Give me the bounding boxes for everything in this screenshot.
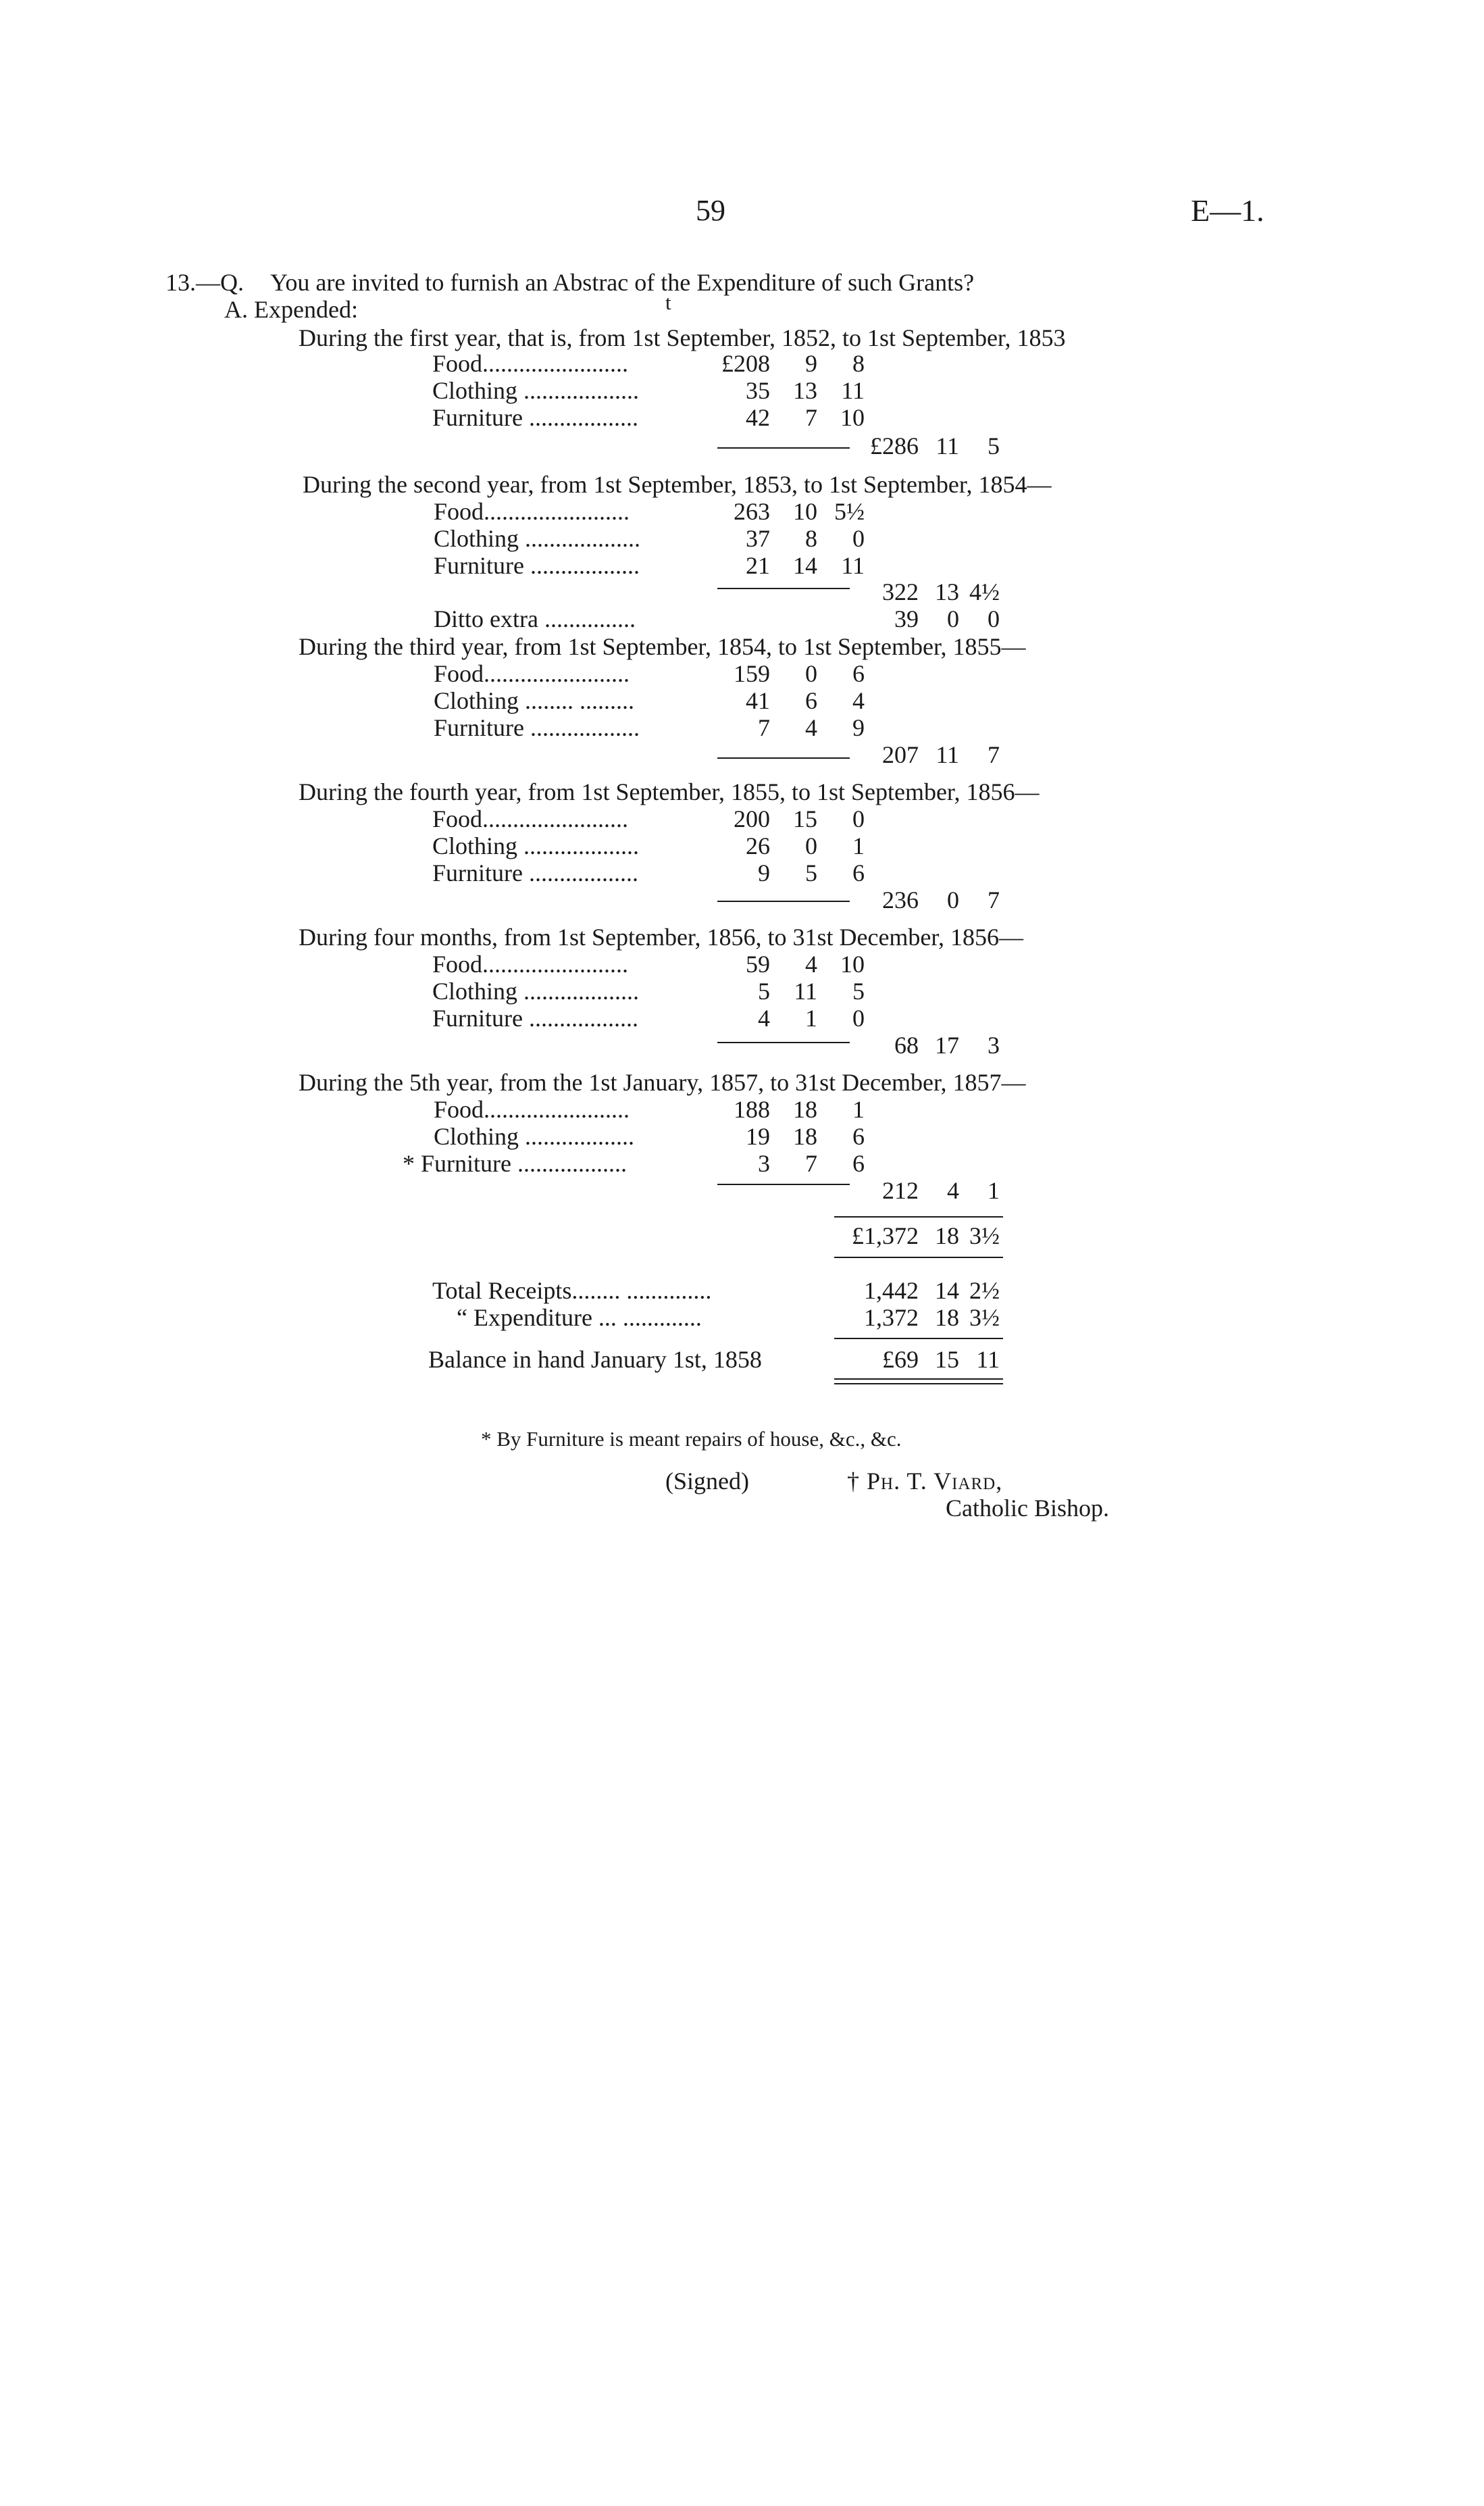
item-label: * Furniture .................. xyxy=(403,1150,627,1177)
item-shillings: 14 xyxy=(793,552,817,579)
item-pence: 6 xyxy=(852,1123,865,1150)
period-total-pounds: 322 xyxy=(882,578,919,605)
answer-label: A. Expended: xyxy=(224,296,358,323)
item-pence: 8 xyxy=(852,350,865,377)
item-label: Clothing ................... xyxy=(432,832,640,859)
item-shillings: 7 xyxy=(805,404,817,431)
balance-pence: 11 xyxy=(976,1346,1000,1373)
question-text: You are invited to furnish an Abstrac of the Expenditure of such Grants? xyxy=(270,269,975,296)
total-receipts-pounds: 1,442 xyxy=(864,1277,919,1304)
item-label: Furniture .................. xyxy=(432,1005,638,1032)
item-pounds: 19 xyxy=(746,1123,770,1150)
period-heading: During four months, from 1st September, 1856, to 31st December, 1856— xyxy=(299,924,1023,951)
total-receipts-label: Total Receipts........ .............. xyxy=(432,1277,712,1304)
item-pence: 6 xyxy=(852,1150,865,1177)
period-heading: During the second year, from 1st September, 1853, to 1st September, 1854— xyxy=(303,471,1052,498)
footnote: * By Furniture is meant repairs of house, &c., &c. xyxy=(481,1427,902,1451)
item-pounds: 41 xyxy=(746,687,770,714)
item-label: Food........................ xyxy=(434,660,630,687)
item-label: Furniture .................. xyxy=(432,404,638,431)
item-shillings: 9 xyxy=(805,350,817,377)
item-shillings: 7 xyxy=(805,1150,817,1177)
item-shillings: 0 xyxy=(805,660,817,687)
item-shillings: 1 xyxy=(805,1005,817,1032)
item-pence: 0 xyxy=(852,805,865,832)
subtotal-rule xyxy=(717,588,850,589)
item-pounds: £208 xyxy=(721,350,770,377)
item-pounds: 9 xyxy=(758,859,770,886)
item-shillings: 13 xyxy=(793,377,817,404)
period-total-shillings: 11 xyxy=(936,741,959,768)
item-pounds: 59 xyxy=(746,951,770,978)
balance-rule-top xyxy=(834,1338,1003,1339)
item-shillings: 0 xyxy=(805,832,817,859)
total-expenditure-pence: 3½ xyxy=(969,1304,1000,1331)
period-total-pounds: 212 xyxy=(882,1177,919,1204)
period-total-shillings: 0 xyxy=(947,886,959,913)
item-label: Furniture .................. xyxy=(432,859,638,886)
item-shillings: 8 xyxy=(805,525,817,552)
period-heading: During the third year, from 1st September, 1854, to 1st September, 1855— xyxy=(299,633,1026,660)
item-pounds: 35 xyxy=(746,377,770,404)
item-label: Food........................ xyxy=(432,951,629,978)
signed-label: (Signed) xyxy=(665,1468,749,1495)
period-total-pounds: £286 xyxy=(870,432,919,459)
balance-shillings: 15 xyxy=(935,1346,959,1373)
document-reference: E—1. xyxy=(1191,193,1264,228)
item-pence: 6 xyxy=(852,859,865,886)
item-label: Clothing ........ ......... xyxy=(434,687,635,714)
total-expenditure-label: “ Expenditure ... ............. xyxy=(457,1304,702,1331)
item-shillings: 5 xyxy=(805,859,817,886)
item-label: Food........................ xyxy=(434,1096,630,1123)
period-total-shillings: 4 xyxy=(947,1177,959,1204)
period-total-pence: 7 xyxy=(988,886,1000,913)
item-label: Food........................ xyxy=(432,350,629,377)
item-label: Furniture .................. xyxy=(434,552,640,579)
period-total-shillings: 11 xyxy=(936,432,959,459)
extra-label: Ditto extra ............... xyxy=(434,605,636,632)
period-heading: During the 5th year, from the 1st January, 1857, to 31st December, 1857— xyxy=(299,1069,1026,1096)
item-shillings: 6 xyxy=(805,687,817,714)
grand-total-shillings: 18 xyxy=(935,1222,959,1249)
total-receipts-pence: 2½ xyxy=(969,1277,1000,1304)
item-pence: 4 xyxy=(852,687,865,714)
item-shillings: 18 xyxy=(793,1096,817,1123)
period-total-pence: 7 xyxy=(988,741,1000,768)
period-heading: During the first year, that is, from 1st September, 1852, to 1st September, 1853 xyxy=(299,324,1066,351)
grand-total-pounds: £1,372 xyxy=(852,1222,919,1249)
item-pounds: 42 xyxy=(746,404,770,431)
balance-rule-bottom xyxy=(834,1378,1003,1380)
total-receipts-shillings: 14 xyxy=(935,1277,959,1304)
item-pounds: 263 xyxy=(734,498,770,525)
item-shillings: 10 xyxy=(793,498,817,525)
item-pence: 10 xyxy=(840,404,865,431)
signatory-title: Catholic Bishop. xyxy=(946,1495,1109,1522)
extra-shillings: 0 xyxy=(947,605,959,632)
extra-pounds: 39 xyxy=(894,605,919,632)
item-shillings: 4 xyxy=(805,951,817,978)
item-pounds: 21 xyxy=(746,552,770,579)
item-shillings: 11 xyxy=(794,978,817,1005)
item-pence: 0 xyxy=(852,1005,865,1032)
item-shillings: 4 xyxy=(805,714,817,741)
item-pounds: 37 xyxy=(746,525,770,552)
page-number: 59 xyxy=(696,194,725,227)
item-pence: 10 xyxy=(840,951,865,978)
balance-rule-double xyxy=(834,1383,1003,1384)
item-pounds: 200 xyxy=(734,805,770,832)
period-total-shillings: 17 xyxy=(935,1032,959,1059)
item-pounds: 159 xyxy=(734,660,770,687)
subtotal-rule xyxy=(717,1042,850,1043)
item-pence: 11 xyxy=(841,377,865,404)
item-label: Clothing ................... xyxy=(432,377,640,404)
period-total-shillings: 13 xyxy=(935,578,959,605)
item-pence: 6 xyxy=(852,660,865,687)
grand-total-rule-bottom xyxy=(834,1257,1003,1258)
item-label: Clothing ................... xyxy=(432,978,640,1005)
grand-total-rule-top xyxy=(834,1216,1003,1218)
item-pounds: 7 xyxy=(758,714,770,741)
item-pence: 1 xyxy=(852,832,865,859)
item-pence: 5 xyxy=(852,978,865,1005)
signatory-name: † Ph. T. Viard, xyxy=(847,1468,1003,1495)
item-pounds: 188 xyxy=(734,1096,770,1123)
total-expenditure-pounds: 1,372 xyxy=(864,1304,919,1331)
item-pence: 9 xyxy=(852,714,865,741)
balance-label: Balance in hand January 1st, 1858 xyxy=(428,1346,762,1373)
item-pence: 1 xyxy=(852,1096,865,1123)
extra-pence: 0 xyxy=(988,605,1000,632)
balance-pounds: £69 xyxy=(882,1346,919,1373)
grand-total-pence: 3½ xyxy=(969,1222,1000,1249)
period-total-pounds: 207 xyxy=(882,741,919,768)
item-shillings: 15 xyxy=(793,805,817,832)
item-label: Food........................ xyxy=(432,805,629,832)
period-total-pence: 1 xyxy=(988,1177,1000,1204)
item-label: Clothing .................. xyxy=(434,1123,635,1150)
stray-letter: t xyxy=(665,291,671,314)
item-shillings: 18 xyxy=(793,1123,817,1150)
period-total-pence: 3 xyxy=(988,1032,1000,1059)
total-expenditure-shillings: 18 xyxy=(935,1304,959,1331)
period-total-pounds: 68 xyxy=(894,1032,919,1059)
item-pounds: 26 xyxy=(746,832,770,859)
period-total-pence: 4½ xyxy=(969,578,1000,605)
item-pounds: 3 xyxy=(758,1150,770,1177)
item-pence: 0 xyxy=(852,525,865,552)
period-heading: During the fourth year, from 1st September, 1855, to 1st September, 1856— xyxy=(299,778,1040,805)
question-number: 13.—Q. xyxy=(165,269,244,296)
period-total-pounds: 236 xyxy=(882,886,919,913)
item-pence: 5½ xyxy=(834,498,865,525)
subtotal-rule xyxy=(717,1184,850,1185)
subtotal-rule xyxy=(717,447,850,449)
period-total-pence: 5 xyxy=(988,432,1000,459)
item-label: Food........................ xyxy=(434,498,630,525)
subtotal-rule xyxy=(717,757,850,759)
item-pounds: 4 xyxy=(758,1005,770,1032)
subtotal-rule xyxy=(717,901,850,902)
item-label: Furniture .................. xyxy=(434,714,640,741)
item-label: Clothing ................... xyxy=(434,525,641,552)
item-pence: 11 xyxy=(841,552,865,579)
item-pounds: 5 xyxy=(758,978,770,1005)
